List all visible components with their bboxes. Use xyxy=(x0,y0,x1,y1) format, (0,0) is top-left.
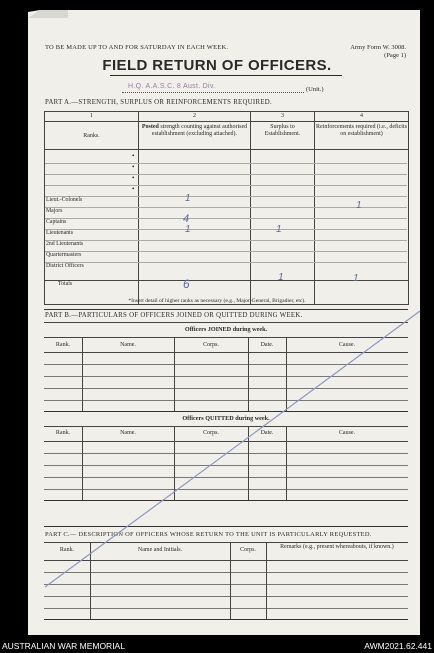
hand-surplus-lieutenants: 1 xyxy=(276,224,282,235)
page-label: (Page 1) xyxy=(384,52,406,59)
rank-label: Majors xyxy=(46,208,63,214)
quitted-col-rank: Rank. xyxy=(55,430,71,436)
col-number-1: 1 xyxy=(45,112,139,122)
rank-label: District Officers xyxy=(46,263,84,269)
hand-posted-captains: 4 xyxy=(183,213,190,225)
joined-col-date: Date. xyxy=(260,342,274,348)
joined-title: Officers JOINED during week. xyxy=(184,326,268,333)
hand-posted-majors: 1 xyxy=(185,193,191,204)
unit-stamp: H.Q. A.A.S.C. 8 Aust. Div. xyxy=(128,83,216,90)
hand-surplus-total: 1 xyxy=(278,272,284,283)
part-b-heading: PART B.—PARTICULARS OF OFFICERS JOINED OR QUITTED DURING WEEK. xyxy=(45,312,303,319)
posted-header-bold: Posted xyxy=(141,124,159,130)
rank-label: Lieut.-Colonels xyxy=(46,197,83,203)
col-number-3: 3 xyxy=(251,112,315,122)
form-number-label: Army Form W. 3008. xyxy=(350,44,406,51)
part-c-col-remarks: Remarks (e.g., present whereabouts, if known.) xyxy=(280,544,394,550)
hand-reinforcements-majors: 1 xyxy=(356,200,362,211)
joined-col-name: Name. xyxy=(120,342,136,348)
unit-label: (Unit.) xyxy=(306,86,324,93)
higher-rank-bullet: • xyxy=(132,185,135,193)
hand-reinforcements-total: 1 xyxy=(353,273,359,284)
joined-col-rank: Rank. xyxy=(55,342,71,348)
hand-posted-total: 6 xyxy=(183,277,190,291)
quitted-col-corps: Corps. xyxy=(203,430,219,436)
col-number-2: 2 xyxy=(139,112,251,122)
rank-label: Quartermasters xyxy=(46,252,82,258)
higher-rank-bullet: • xyxy=(132,152,135,160)
higher-rank-bullet: • xyxy=(132,174,135,182)
instruction-text: TO BE MADE UP TO AND FOR SATURDAY IN EACH WEEK. xyxy=(45,44,229,51)
part-c-heading: PART C.— DESCRIPTION OF OFFICERS WHOSE RETURN TO THE UNIT IS PARTICULARLY REQUESTED. xyxy=(45,531,372,538)
part-c-col-rank: Rank. xyxy=(59,547,75,553)
col-number-4: 4 xyxy=(315,112,409,122)
joined-col-corps: Corps. xyxy=(203,342,219,348)
higher-rank-bullet: • xyxy=(132,163,135,171)
part-c-col-corps: Corps. xyxy=(240,547,256,553)
footer-right-text: AWM2021.62.441 xyxy=(364,641,432,651)
quitted-col-cause: Cause. xyxy=(338,430,356,436)
totals-text: Totals xyxy=(58,281,73,287)
rank-label: 2nd Lieutenants xyxy=(46,241,84,247)
page-title: FIELD RETURN OF OFFICERS. xyxy=(102,57,332,74)
joined-col-cause: Cause. xyxy=(338,342,356,348)
surplus-header-text: Surplus to Establishment. xyxy=(264,124,301,137)
reinforcements-header: Reinforcements required (i.e., deficits on establishment) xyxy=(315,122,409,150)
quitted-title: Officers QUITTED during week. xyxy=(182,415,270,422)
ranks-header: Ranks. xyxy=(45,122,139,150)
diagonal-stroke xyxy=(45,311,420,587)
quitted-col-name: Name. xyxy=(120,430,136,436)
posted-header-rest: strength counting against authorised establishment (excluding attached). xyxy=(151,124,248,137)
part-c-col-name: Name and Initials. xyxy=(137,547,183,553)
rank-label: Captains xyxy=(46,219,67,225)
footnote: *Insert detail of higher ranks as necessary (e.g., Major-General, Brigadier, etc). xyxy=(128,298,306,304)
footer-left-text: AUSTRALIAN WAR MEMORIAL xyxy=(2,641,125,651)
part-a-heading: PART A.—STRENGTH, SURPLUS OR REINFORCEMENTS REQUIRED. xyxy=(45,99,272,106)
rank-label: Lieutenants xyxy=(46,230,74,236)
hand-posted-lieutenants: 1 xyxy=(185,224,191,235)
quitted-col-date: Date. xyxy=(260,430,274,436)
footer-bar xyxy=(0,640,434,653)
